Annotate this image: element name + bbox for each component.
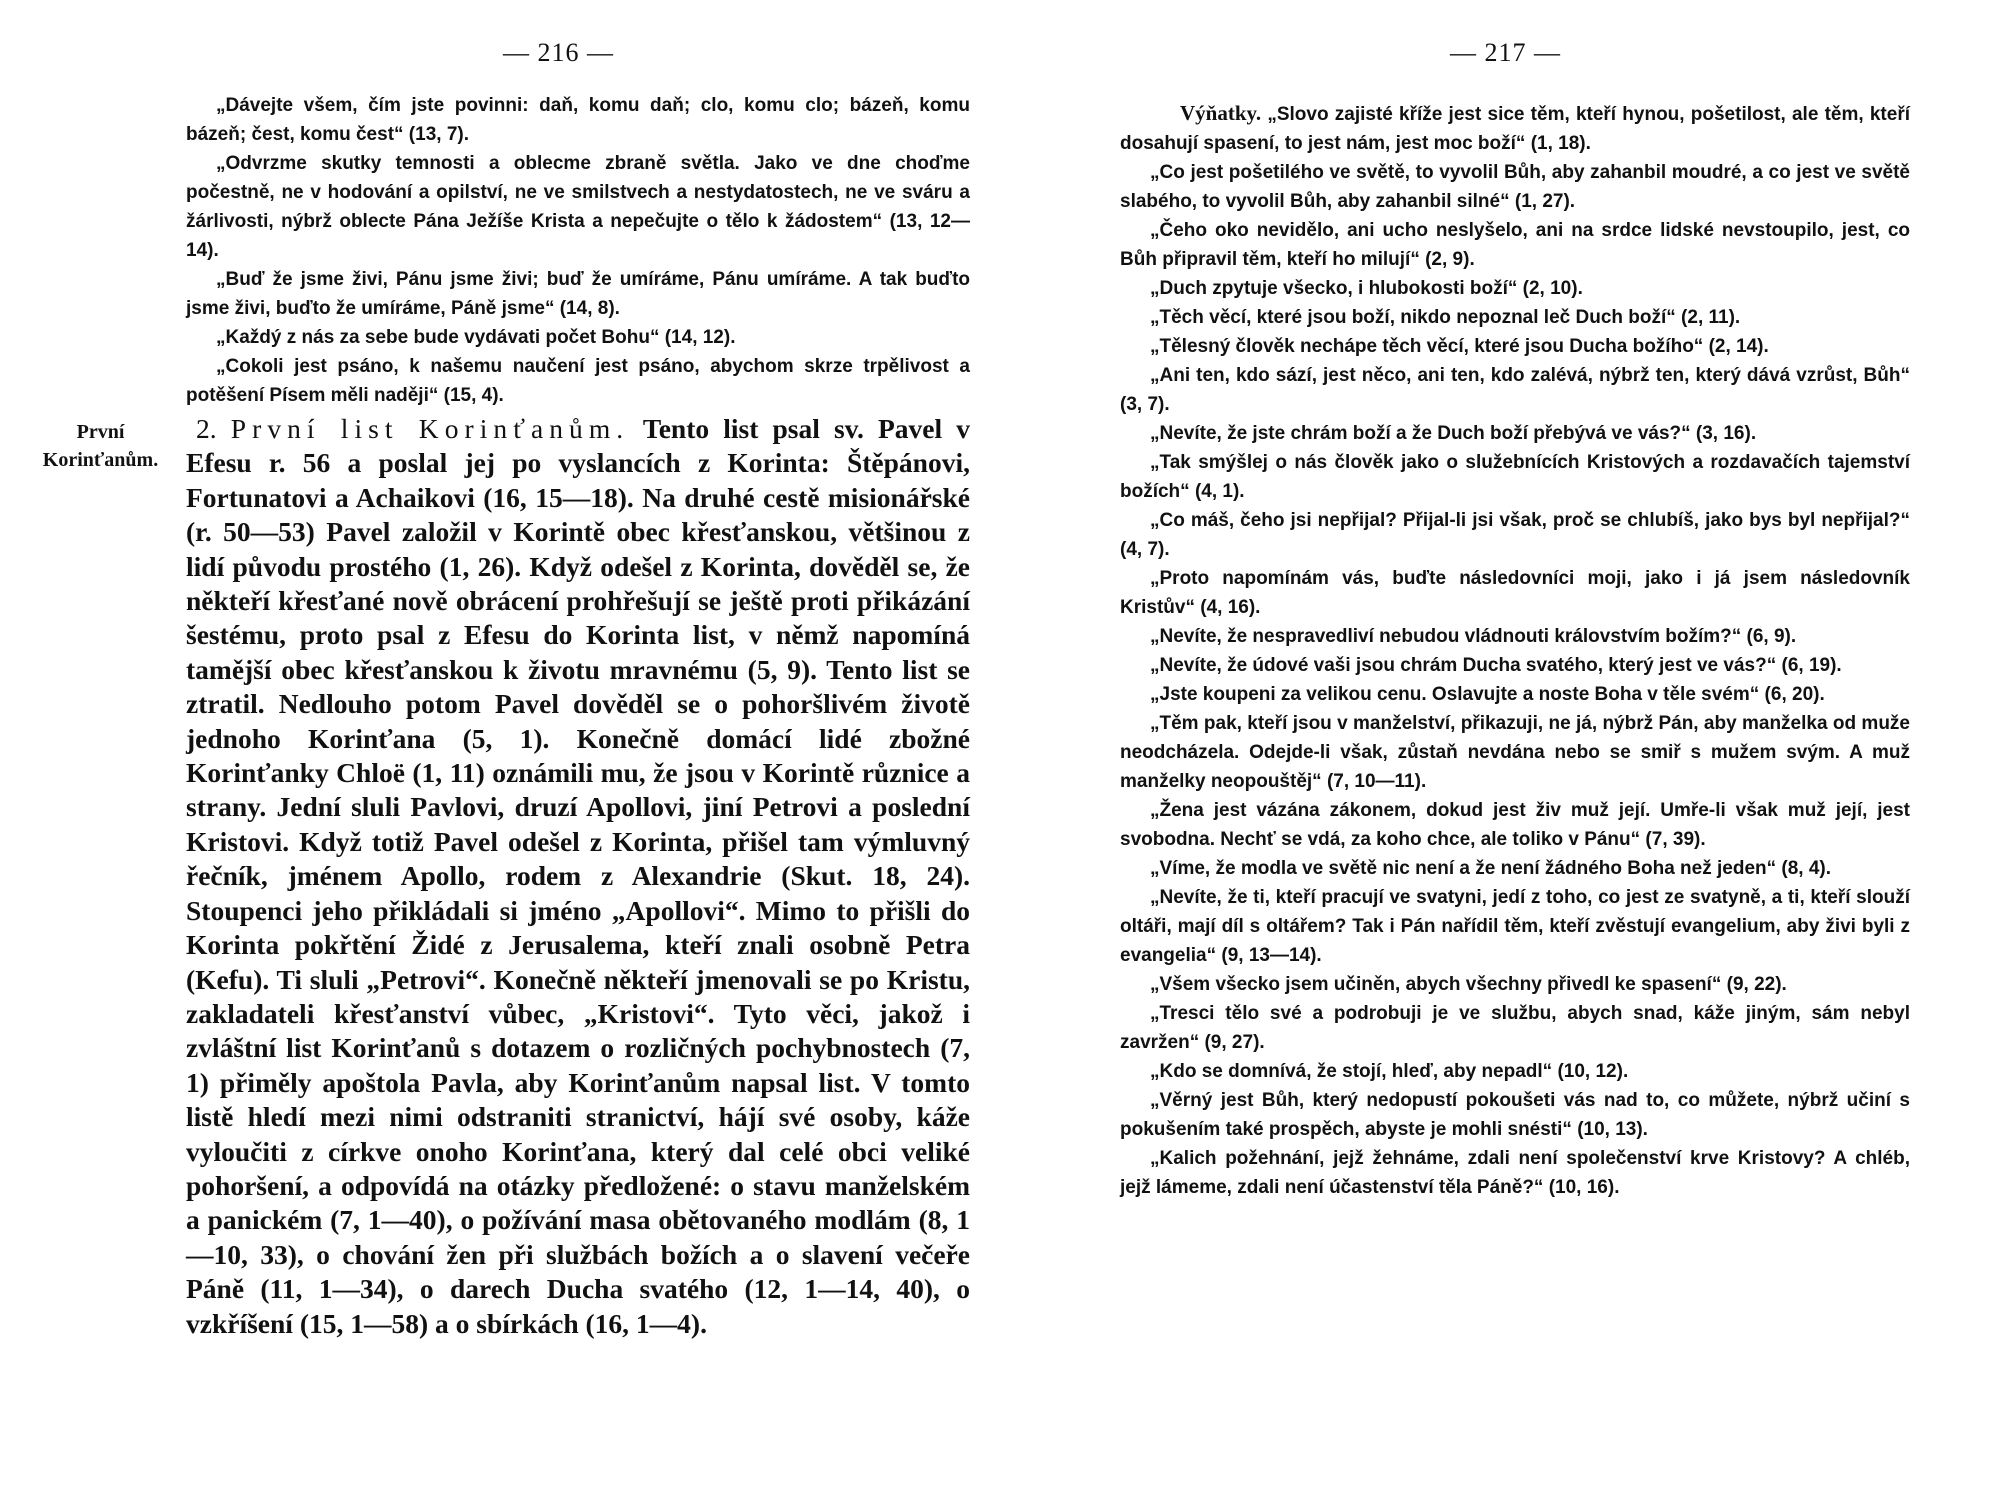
quote-paragraph: „Kalich požehnání, jejž žehnáme, zdali není společenství krve Kristovy? A chléb, jejž lámeme, zdali není účastenství těla Páně?“ (10, 16).	[1120, 1148, 1910, 1198]
quote-paragraph: „Těch věcí, které jsou boží, nikdo nepoznal leč Duch boží“ (2, 11).	[1150, 307, 1741, 328]
quote-paragraph: „Každý z nás za sebe bude vydávati počet Bohu“ (14, 12).	[216, 327, 736, 348]
quote-paragraph: „Duch zpytuje všecko, i hlubokosti boží“ (2, 10).	[1150, 278, 1583, 299]
quote-paragraph: „Co máš, čeho jsi nepřijal? Přijal-li jsi však, proč se chlubíš, jako bys byl nepřijal?“ (4, 7).	[1120, 510, 1910, 560]
quote-paragraph: „Věrný jest Bůh, který nedopustí pokoušeti vás nad to, co můžete, nýbrž učiní s pokušením také prospěch, abyste je mohli snésti“ (10, 13).	[1120, 1090, 1910, 1140]
quote-paragraph: „Co jest pošetilého ve světě, to vyvolil Bůh, aby zahanbil moudré, a co jest ve světě slabého, to vyvolil Bůh, aby zahanbil silné“ (1, 27).	[1120, 162, 1910, 212]
lead-label: Výňatky.	[1180, 101, 1262, 125]
quote-paragraph: „Těm pak, kteří jsou v manželství, přikazuji, ne já, nýbrž Pán, aby manželka od muže neodcházela. Odejde-li však, zůstaň nevdána nebo se smiř s mužem svým. A muž manželky neopouštěj“ (7, 10—11).	[1120, 713, 1910, 792]
right-page	[1000, 0, 1994, 1500]
quote-paragraph: „Žena jest vázána zákonem, dokud jest živ muž její. Umře-li však muž její, jest svobodna. Nechť se vdá, za koho chce, ale toliko v Pánu“ (7, 39).	[1120, 800, 1910, 850]
quotes-block-right	[1120, 99, 1910, 1202]
quote-paragraph: „Všem všecko jsem učiněn, abych všechny přivedl ke spasení“ (9, 22).	[1150, 974, 1787, 995]
quote-paragraph: „Tresci tělo své a podrobuji je ve službu, abych snad, káže jiným, sám nebyl zavržen“ (9, 27).	[1120, 1003, 1910, 1053]
page-number-left: — 216 —	[503, 38, 614, 67]
quote-paragraph: „Odvrzme skutky temnosti a oblecme zbraně světla. Jako ve dne choďme počestně, ne v hodování a opilství, ne ve smilstvech a nestydatostech, ne ve sváru a žárlivosti, nýbrž oblecte Pána Ježíše Krista a nepečujte o tělo k žádostem“ (13, 12—14).	[186, 153, 970, 261]
margin-note	[28, 418, 173, 474]
quote-paragraph: „Tělesný člověk nechápe těch věcí, které jsou Ducha božího“ (2, 14).	[1150, 336, 1769, 357]
quote-paragraph: „Dávejte všem, čím jste povinni: daň, komu daň; clo, komu clo; bázeň, komu bázeň; čest, komu čest“ (13, 7).	[186, 95, 970, 145]
margin-note-line: První	[76, 421, 125, 443]
first-quote: „Slovo zajisté kříže jest sice těm, kteří hynou, pošetilost, ale těm, kteří dosahují spasení, to jest nám, jest moc boží“ (1, 18).	[1120, 104, 1910, 154]
quote-paragraph: „Tak smýšlej o nás člověk jako o služebnících Kristových a rozdavačích tajemství božích“ (4, 1).	[1120, 452, 1910, 502]
quote-paragraph: „Jste koupeni za velikou cenu. Oslavujte a noste Boha v těle svém“ (6, 20).	[1150, 684, 1825, 705]
quote-paragraph: „Buď že jsme živi, Pánu jsme živi; buď že umíráme, Pánu umíráme. A tak buďto jsme živi, buďto že umíráme, Páně jsme“ (14, 8).	[186, 269, 970, 319]
page-number-right: — 217 —	[1450, 38, 1561, 67]
left-page	[0, 0, 990, 1500]
section-text	[186, 412, 970, 1341]
section-body: Tento list psal sv. Pavel v Efesu r. 56 a poslal jej po vyslancích z Korinta: Štěpánovi, Fortunatovi a Achaikovi (16, 15—18). Na druhé cestě misionářské (r. 50—53) Pavel založil v Korintě obec křesťanskou, většinou z lidí původu prostého (1, 26). Když odešel z Korinta, dověděl se, že někteří křesťané nově obrácení prohřešují se ještě proti přikázání šestému, proto psal z Efesu do Korinta list, v němž napomíná tamější obec křesťanskou k životu mravnému (5, 9). Tento list se ztratil. Nedlouho potom Pavel dověděl se o pohoršlivém životě jednoho Korinťana (5, 1). Konečně domácí lidé zbožné Korinťanky Chloë (1, 11) oznámili mu, že jsou v Korintě různice a strany. Jední sluli Pavlovi, druzí Apollovi, jiní Petrovi a poslední Kristovi. Když totiž Pavel odešel z Korinta, přišel tam výmluvný řečník, jménem Apollo, rodem z Alexandrie (Skut. 18, 24). Stoupenci jeho přikládali si jméno „Apollovi“. Mimo to přišli do Korinta pokřtění Židé z Jerusalema, kteří znali osobně Petra (Kefu). Ti sluli „Petrovi“. Konečně někteří jmenovali se po Kristu, zakladateli křesťanství vůbec, „Kristovi“. Tyto věci, jakož i zvláštní list Korinťanů s dotazem o rozličných pochybnostech (7, 1) přiměly apoštola Pavla, aby Korinťanům napsal list. V tomto listě hledí mezi nimi odstraniti stranictví, hájí své osoby, káže vyloučiti z církve onoho Korinťana, který dal celé obci veliké pohoršení, a odpovídá na otázky předložené: o stavu manželském a panickém (7, 1—40), o požívání masa obětovaného modlám (8, 1—10, 33), o chování žen při službách božích a o slavení večeře Páně (11, 1—34), o darech Ducha svatého (12, 1—14, 40), o vzkříšení (15, 1—58) a o sbírkách (16, 1—4).	[186, 413, 970, 1339]
section-number: 2.	[196, 413, 217, 444]
quote-paragraph: „Cokoli jest psáno, k našemu naučení jest psáno, abychom skrze trpělivost a potěšení Písem měli naději“ (15, 4).	[186, 356, 970, 406]
quote-paragraph: „Čeho oko nevidělo, ani ucho neslyšelo, ani na srdce lidské nevstoupilo, jest, co Bůh připravil těm, kteří ho milují“ (2, 9).	[1120, 220, 1910, 270]
quote-paragraph: „Nevíte, že údové vaši jsou chrám Ducha svatého, který jest ve vás?“ (6, 19).	[1150, 655, 1842, 676]
quote-paragraph: „Proto napomínám vás, buďte následovníci moji, jako i já jsem následovník Kristův“ (4, 16).	[1120, 568, 1910, 618]
quote-paragraph: „Víme, že modla ve světě nic není a že není žádného Boha než jeden“ (8, 4).	[1150, 858, 1832, 879]
quote-paragraph: „Ani ten, kdo sází, jest něco, ani ten, kdo zalévá, nýbrž ten, který dává vzrůst, Bůh“ (3, 7).	[1120, 365, 1910, 415]
quotes-block-left	[186, 91, 970, 410]
quote-paragraph: „Kdo se domnívá, že stojí, hleď, aby nepadl“ (10, 12).	[1150, 1061, 1629, 1082]
quote-paragraph: „Nevíte, že nespravedliví nebudou vládnouti královstvím božím?“ (6, 9).	[1150, 626, 1797, 647]
quote-paragraph	[1120, 99, 1910, 158]
margin-note-line: Korinťanům.	[42, 449, 159, 471]
quote-paragraph: „Nevíte, že jste chrám boží a že Duch boží přebývá ve vás?“ (3, 16).	[1150, 423, 1757, 444]
section-heading: První list Korinťanům.	[230, 413, 630, 444]
quote-paragraph: „Nevíte, že ti, kteří pracují ve svatyni, jedí z toho, co jest ze svatyně, a ti, kteří slouží oltáři, mají díl s oltářem? Tak i Pán nařídil těm, kteří zvěstují evangelium, aby živi byli z evangelia“ (9, 13—14).	[1120, 887, 1910, 966]
